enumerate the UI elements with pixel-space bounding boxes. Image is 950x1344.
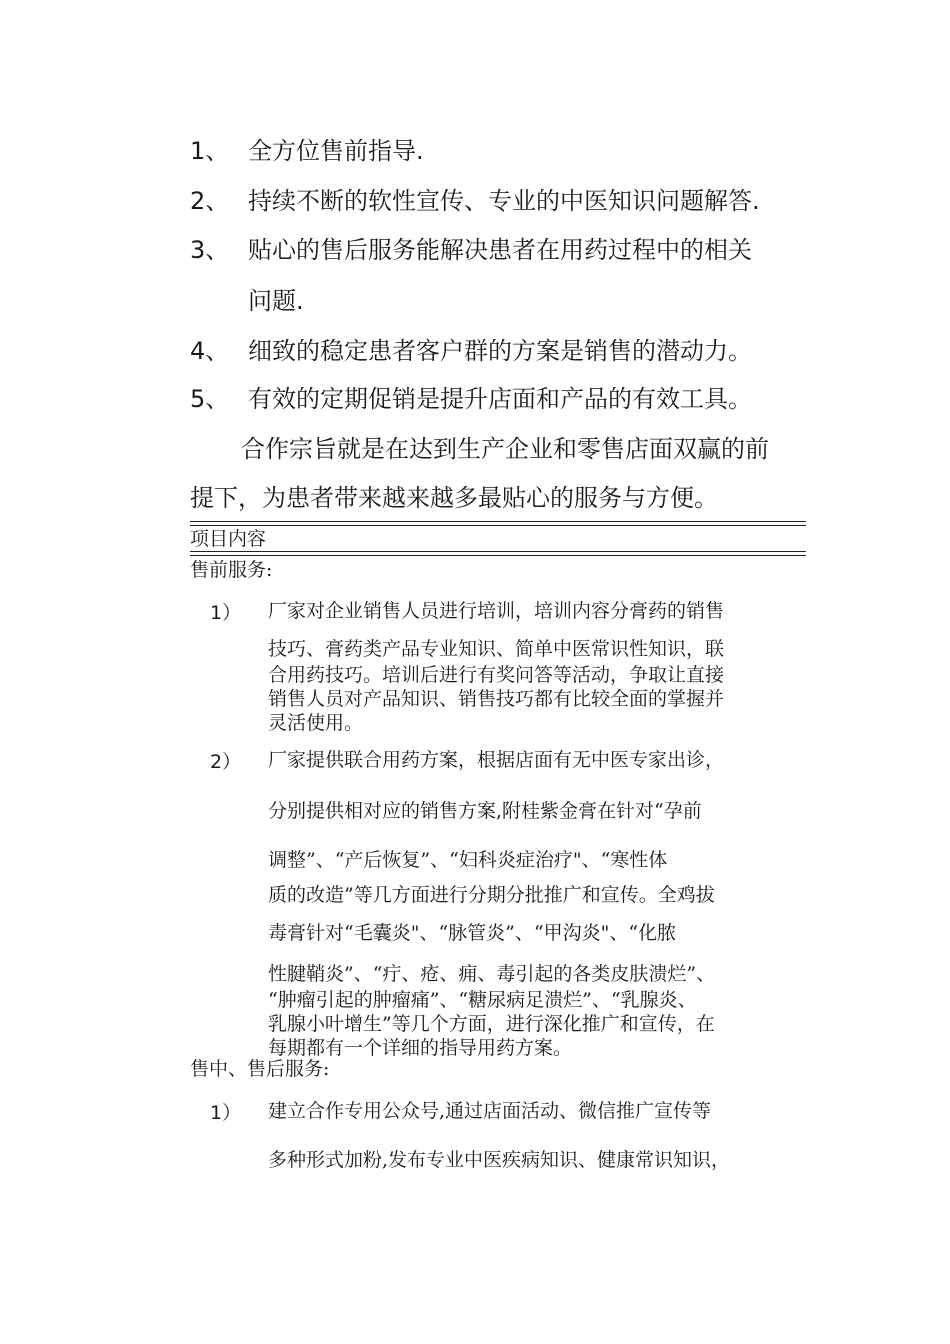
table-header-cell: 项目内容 [190,528,267,550]
sub-item-line: 质的改造”等几方面进行分期分批推广和宣传。全鸡拔 [268,884,715,906]
section-title-pre-sale: 售前服务: [190,559,273,581]
summary-line: 提下，为患者带来越来越多最贴心的服务与方便。 [190,484,718,512]
list-number: 3、 [190,236,230,264]
sub-item-line: 调整”、“产后恢复”、“妇科炎症治疗"、“寒性体 [268,849,668,871]
sub-item-line: 建立合作专用公众号,通过店面活动、微信推广宣传等 [268,1100,712,1122]
table-top-rule [190,525,806,526]
list-text: 有效的定期促销是提升店面和产品的有效工具。 [248,385,752,413]
sub-item-line: 每期都有一个详细的指导用药方案。 [268,1037,573,1059]
sub-item-line: 毒膏针对“毛囊炎"、“脉管炎”、“甲沟炎"、“化脓 [268,922,677,944]
sub-item-line: 灵活使用。 [268,712,364,734]
sub-item-line: 乳腺小叶增生”等几个方面，进行深化推广和宣传，在 [268,1013,715,1035]
list-text: 持续不断的软性宣传、专业的中医知识问题解答. [248,187,760,215]
table-header-rule [190,555,806,556]
sub-item-line: 厂家提供联合用药方案，根据店面有无中医专家出诊， [268,749,725,771]
list-number: 5、 [190,385,230,413]
sub-item-line: 厂家对企业销售人员进行培训，培训内容分膏药的销售 [268,600,725,622]
table-header-rule [190,551,806,552]
sub-item-line: 多种形式加粉,发布专业中医疾病知识、健康常识知识， [268,1149,731,1171]
list-text: 贴心的售后服务能解决患者在用药过程中的相关 [248,236,752,264]
sub-item-number: 2） [210,751,242,773]
list-text: 全方位售前指导. [248,137,424,165]
table-top-rule [190,521,806,522]
list-number: 4、 [190,337,230,365]
sub-item-number: 1） [210,1102,242,1124]
sub-item-line: 分别提供相对应的销售方案,附桂紫金膏在针对“孕前 [268,800,702,822]
sub-item-number: 1） [210,602,242,624]
list-text: 细致的稳定患者客户群的方案是销售的潜动力。 [248,337,752,365]
sub-item-line: 销售人员对产品知识、销售技巧都有比较全面的掌握并 [268,688,725,710]
summary-line: 合作宗旨就是在达到生产企业和零售店面双赢的前 [241,435,769,463]
list-number: 1、 [190,137,230,165]
sub-item-line: 合用药技巧。培训后进行有奖问答等活动，争取让直接 [268,664,725,686]
sub-item-line: “肿瘤引起的肿瘤痛”、“糖尿病足溃烂”、“乳腺炎、 [268,989,697,1011]
list-number: 2、 [190,187,230,215]
section-title-after-sale: 售中、售后服务: [190,1058,330,1080]
sub-item-line: 技巧、膏药类产品专业知识、简单中医常识性知识，联 [268,638,725,660]
sub-item-line: 性腱鞘炎”、“疔、疮、痈、毒引起的各类皮肤溃烂”、 [268,963,716,985]
list-text-continuation: 问题. [248,287,304,315]
